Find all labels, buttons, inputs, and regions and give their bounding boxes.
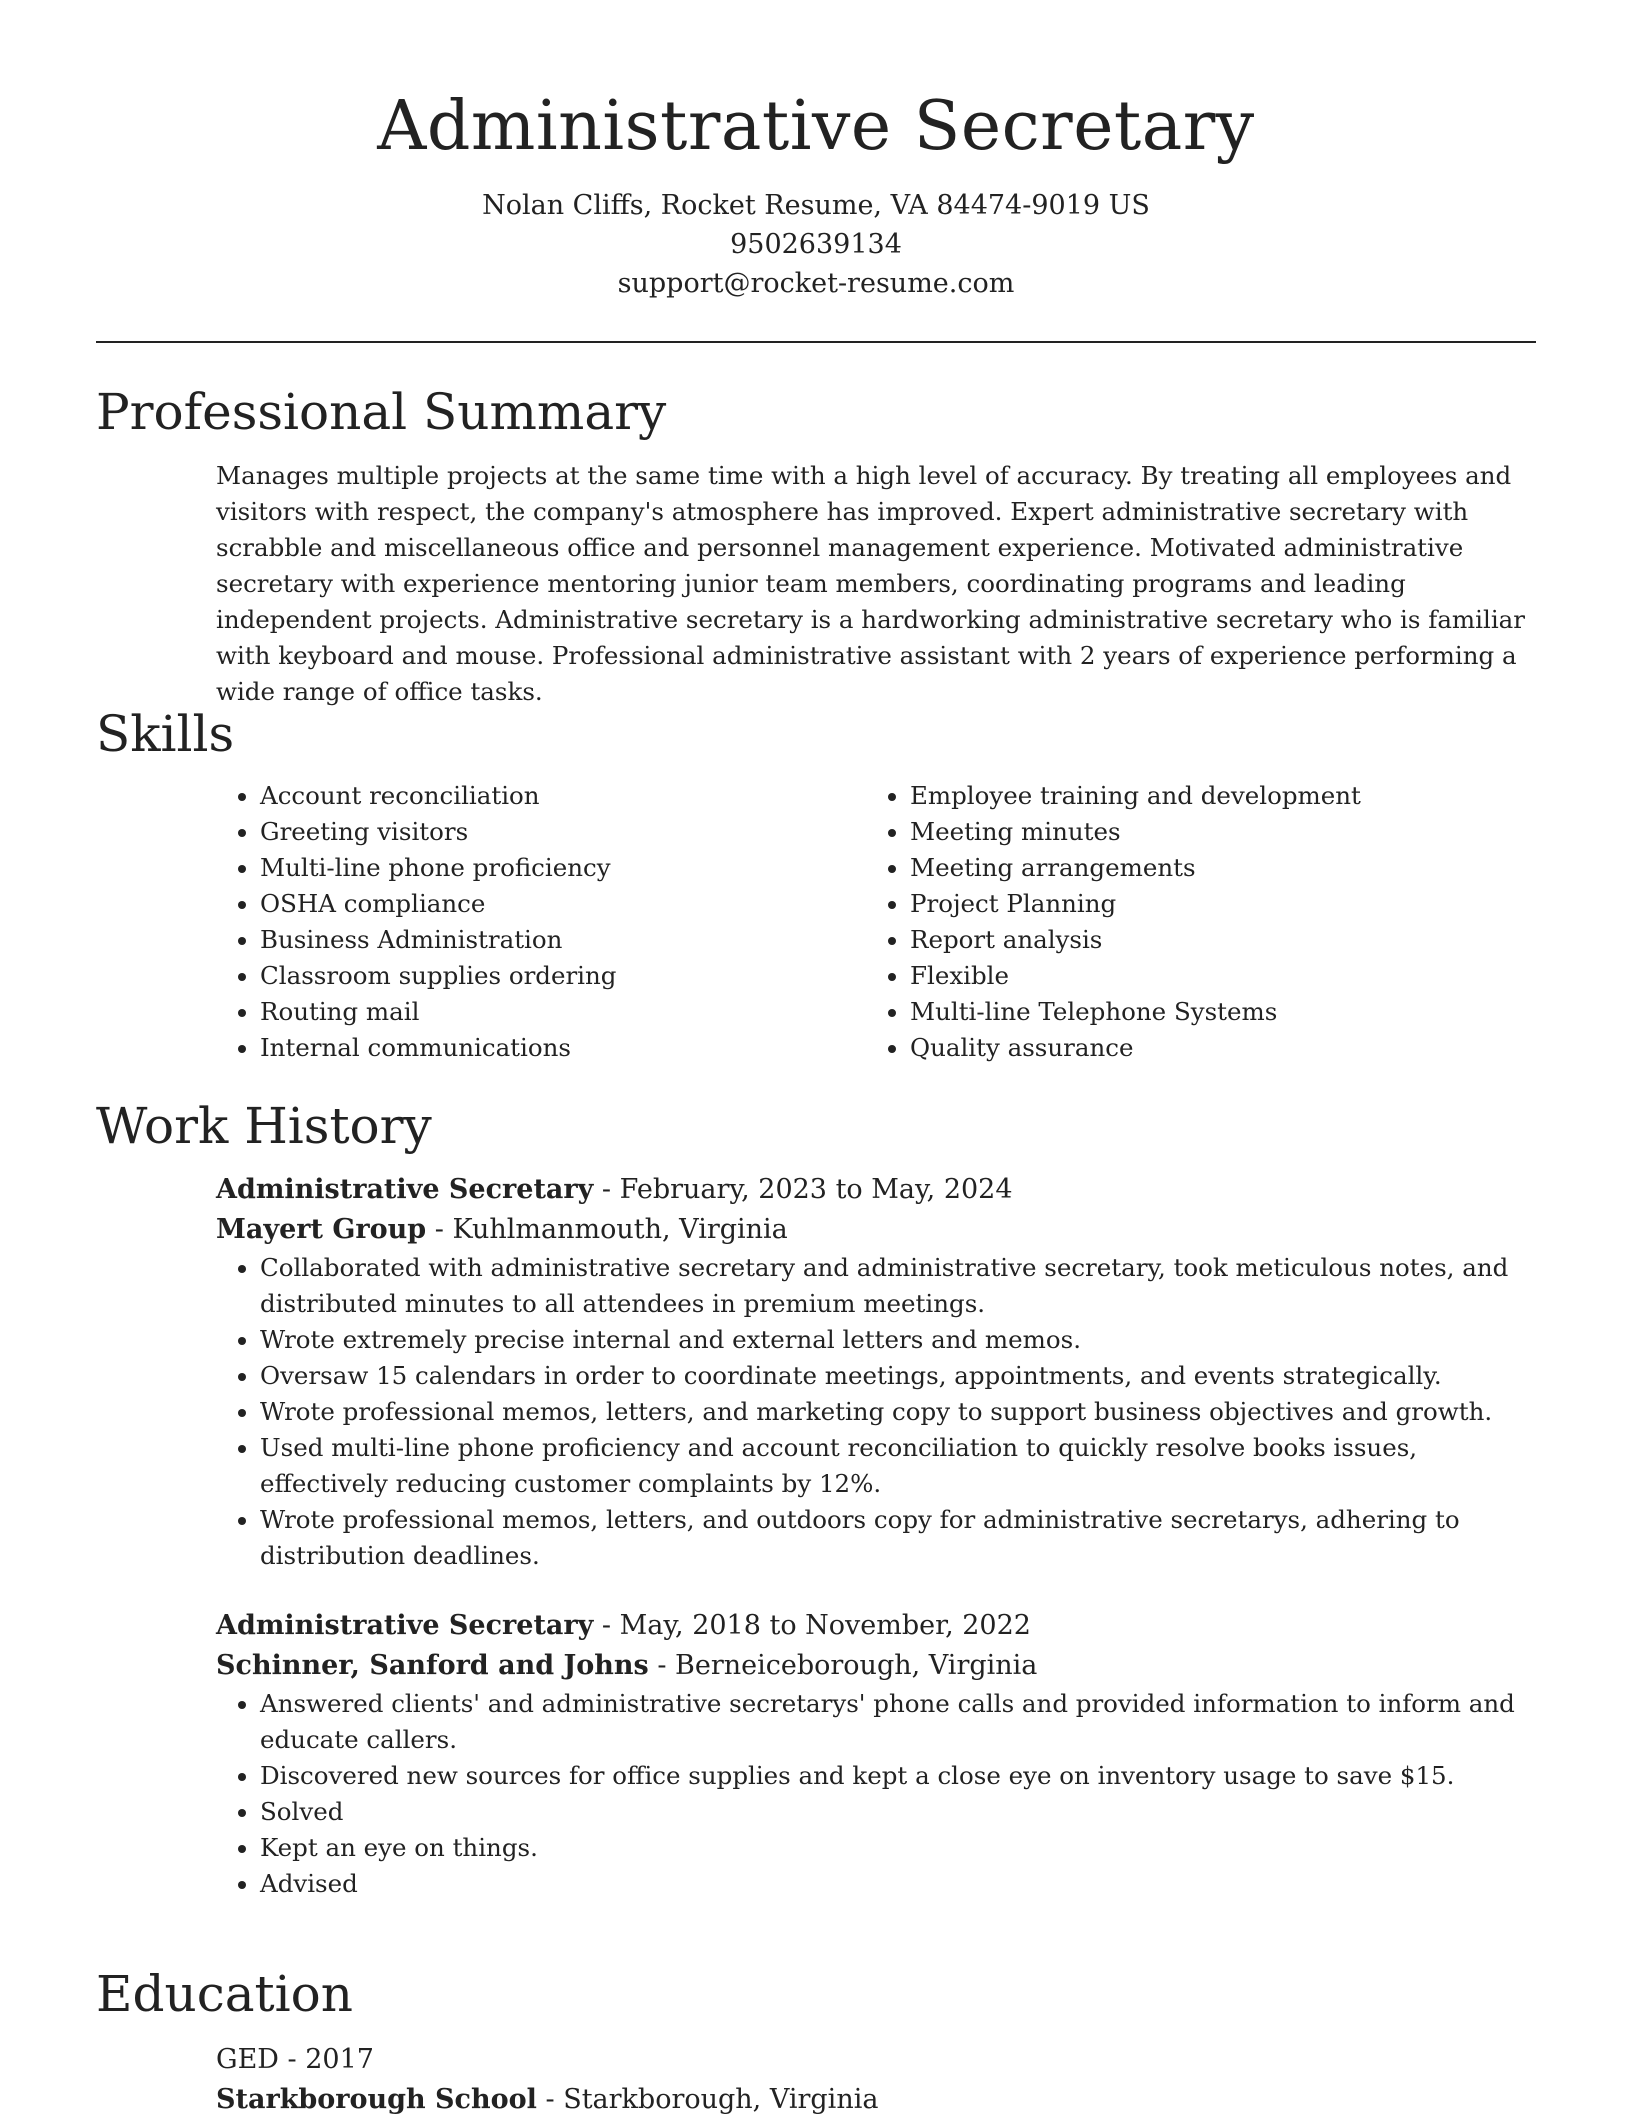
- job-bullet: • Wrote extremely precise internal and external letters and memos.: [260, 1322, 1536, 1358]
- job-dates: - February, 2023 to May, 2024: [593, 1174, 1013, 1205]
- phone: 9502639134: [730, 229, 902, 260]
- skill-item: • Report analysis: [910, 922, 1516, 958]
- contact-info: [0, 186, 1632, 303]
- job-bullet: • Oversaw 15 calendars in order to coordinate meetings, appointments, and events strategically.: [260, 1358, 1536, 1394]
- job-title-line: [216, 1170, 1536, 1210]
- skill-item: • Project Planning: [910, 886, 1516, 922]
- skill-item: • OSHA compliance: [260, 886, 866, 922]
- skills-list-left: [216, 778, 866, 1066]
- skills-list-right: [866, 778, 1516, 1066]
- education-heading: Education: [96, 1965, 353, 2023]
- job-location: - Kuhlmanmouth, Virginia: [426, 1214, 788, 1245]
- skills-heading: Skills: [96, 705, 235, 763]
- job-entry: [216, 1606, 1536, 1902]
- skill-item: • Multi-line Telephone Systems: [910, 994, 1516, 1030]
- email: support@rocket-resume.com: [617, 268, 1015, 299]
- skill-item: • Meeting arrangements: [910, 850, 1516, 886]
- education-location: - Starkborough, Virginia: [536, 2084, 879, 2115]
- skill-item: • Flexible: [910, 958, 1516, 994]
- skill-item: • Routing mail: [260, 994, 866, 1030]
- summary-body: [216, 458, 1536, 710]
- job-bullet: • Kept an eye on things.: [260, 1830, 1536, 1866]
- address: Nolan Cliffs, Rocket Resume, VA 84474-9019 US: [482, 190, 1150, 221]
- education-school: Starkborough School: [216, 2084, 537, 2115]
- education-degree: GED - 2017: [216, 2044, 374, 2075]
- job-dates: - May, 2018 to November, 2022: [593, 1610, 1031, 1641]
- skill-item: • Employee training and development: [910, 778, 1516, 814]
- job-bullet: • Discovered new sources for office supplies and kept a close eye on inventory usage to save $15.: [260, 1758, 1536, 1794]
- education-school-line: [216, 2080, 1536, 2120]
- skill-item: • Internal communications: [260, 1030, 866, 1066]
- job-bullet: • Used multi-line phone proficiency and account reconciliation to quickly resolve books issues, effectively reducing customer complaints by 12%.: [260, 1430, 1536, 1502]
- work-history-section: [96, 1094, 1536, 1934]
- job-bullet: • Wrote professional memos, letters, and outdoors copy for administrative secretarys, adhering to distribution deadlines.: [260, 1502, 1536, 1574]
- job-bullet: • Answered clients' and administrative secretarys' phone calls and provided information to inform and educate callers.: [260, 1686, 1536, 1758]
- candidate-name: Administrative Secretary: [377, 87, 1255, 166]
- resume-header: [0, 0, 1632, 303]
- skills-body: [216, 778, 1536, 1066]
- summary-section: [96, 380, 1536, 710]
- job-company-line: [216, 1646, 1536, 1686]
- skill-item: • Business Administration: [260, 922, 866, 958]
- skill-item: • Classroom supplies ordering: [260, 958, 866, 994]
- job-bullet: • Advised: [260, 1866, 1536, 1902]
- work-history-body: [216, 1170, 1536, 1902]
- skill-item: • Quality assurance: [910, 1030, 1516, 1066]
- job-title-line: [216, 1606, 1536, 1646]
- job-bullet: • Collaborated with administrative secretary and administrative secretary, took meticulous notes, and distributed minutes to all attendees in premium meetings.: [260, 1250, 1536, 1322]
- header-divider: [96, 341, 1536, 343]
- skill-item: • Multi-line phone proficiency: [260, 850, 866, 886]
- job-bullet: • Solved: [260, 1794, 1536, 1830]
- job-bullets: [216, 1250, 1536, 1574]
- job-company-line: [216, 1210, 1536, 1250]
- summary-heading: Professional Summary: [96, 383, 667, 441]
- skills-grid: [216, 778, 1536, 1066]
- job-company: Mayert Group: [216, 1214, 427, 1245]
- job-location: - Berneiceborough, Virginia: [648, 1650, 1038, 1681]
- skill-item: • Account reconciliation: [260, 778, 866, 814]
- job-company: Schinner, Sanford and Johns: [216, 1650, 649, 1681]
- skill-item: • Meeting minutes: [910, 814, 1516, 850]
- job-bullet: • Wrote professional memos, letters, and marketing copy to support business objectives and growth.: [260, 1394, 1536, 1430]
- job-role: Administrative Secretary: [216, 1610, 594, 1641]
- skill-item: • Greeting visitors: [260, 814, 866, 850]
- education-section: [96, 1962, 1536, 2120]
- job-bullets: [216, 1686, 1536, 1902]
- job-entry: [216, 1170, 1536, 1574]
- work-history-heading: Work History: [96, 1097, 432, 1155]
- summary-text: Manages multiple projects at the same time with a high level of accuracy. By treating all employees and visitors with respect, the company's atmosphere has improved. Expert administrative secretary with scrabble and miscellaneous office and personnel management experience. Motivated administrative secretary with experience mentoring junior team members, coordinating programs and leading independent projects. Administrative secretary is a hardworking administrative secretary who is familiar with keyboard and mouse. Professional administrative assistant with 2 years of experience performing a wide range of office tasks.: [216, 461, 1525, 706]
- skills-section: [96, 702, 1536, 1066]
- education-body: [216, 2040, 1536, 2120]
- job-role: Administrative Secretary: [216, 1174, 594, 1205]
